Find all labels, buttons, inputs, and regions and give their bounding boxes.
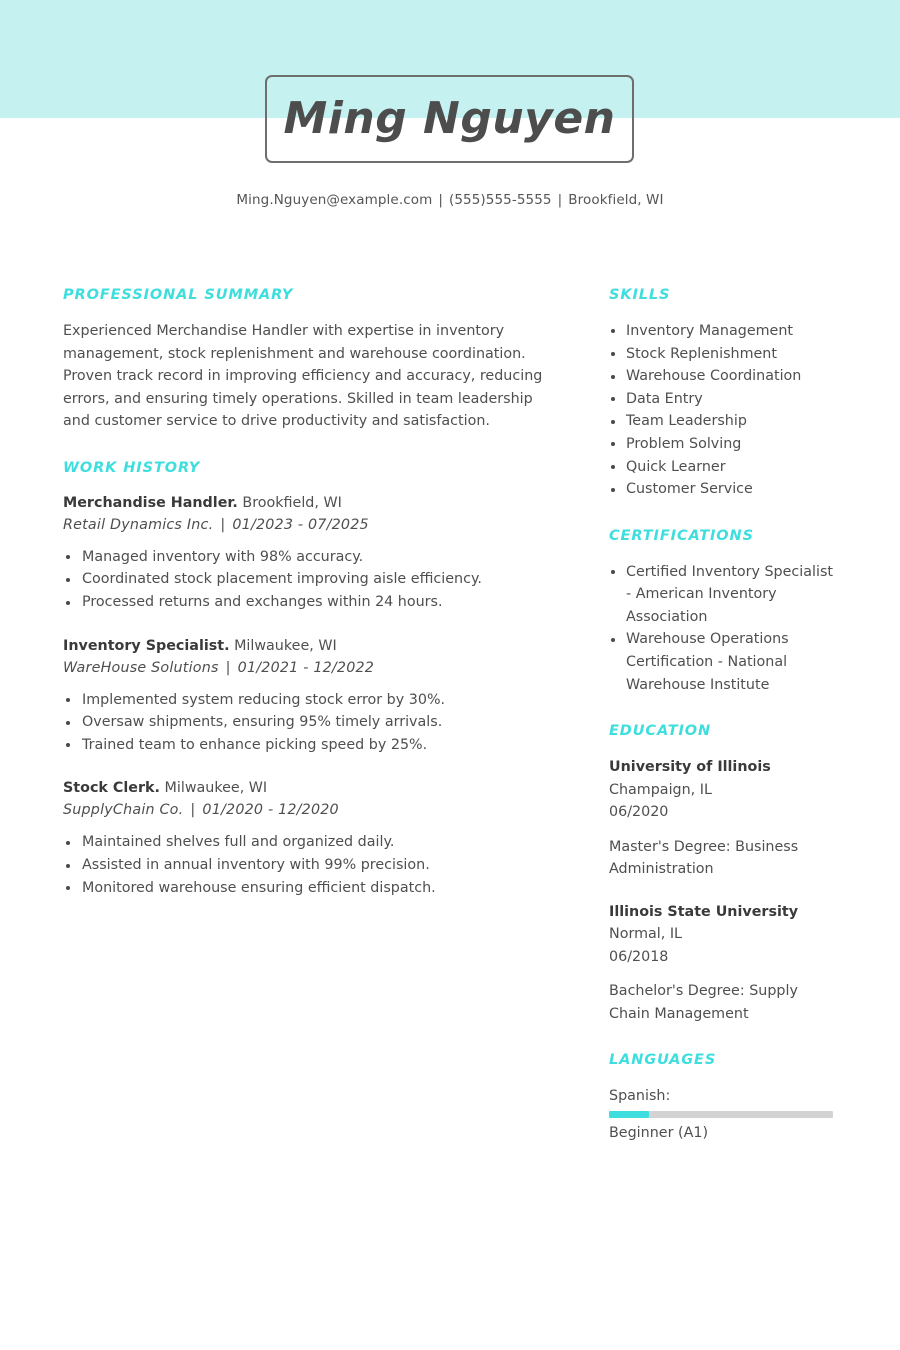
section-title-certifications: CERTIFICATIONS bbox=[609, 527, 754, 544]
list-item: Warehouse Operations Certification - National Warehouse Institute bbox=[609, 628, 841, 696]
job-company: SupplyChain Co. bbox=[63, 802, 184, 819]
skills-list bbox=[609, 320, 841, 501]
list-item: Customer Service bbox=[609, 478, 841, 501]
section-work-history bbox=[63, 461, 555, 899]
contact-separator-2: | bbox=[557, 192, 563, 208]
education-location: Normal, IL bbox=[609, 926, 682, 943]
job-heading bbox=[63, 493, 555, 514]
section-skills bbox=[609, 288, 841, 501]
work-history-entry bbox=[63, 493, 555, 614]
education-date: 06/2018 bbox=[609, 948, 669, 965]
section-title-work-history: WORK HISTORY bbox=[63, 459, 201, 476]
language-proficiency-fill bbox=[609, 1111, 649, 1118]
education-school: Illinois State University bbox=[609, 903, 799, 920]
section-education bbox=[609, 724, 841, 1025]
education-location: Champaign, IL bbox=[609, 781, 712, 798]
list-item: Monitored warehouse ensuring efficient dispatch. bbox=[63, 877, 555, 900]
language-name: Spanish: bbox=[609, 1088, 671, 1105]
job-dates: 01/2020 - 12/2020 bbox=[202, 802, 339, 819]
list-item: Assisted in annual inventory with 99% precision. bbox=[63, 854, 555, 877]
contact-location: Brookfield, WI bbox=[568, 192, 664, 208]
job-title: Inventory Specialist. bbox=[63, 637, 230, 654]
job-company: Retail Dynamics Inc. bbox=[63, 516, 214, 533]
job-location: Brookfield, WI bbox=[242, 494, 342, 511]
list-item: Processed returns and exchanges within 24 hours. bbox=[63, 591, 555, 614]
list-item: Team Leadership bbox=[609, 410, 841, 433]
job-dates: 01/2021 - 12/2022 bbox=[237, 659, 375, 676]
language-proficiency-bar bbox=[609, 1111, 833, 1118]
list-item: Quick Learner bbox=[609, 456, 841, 479]
job-heading bbox=[63, 636, 555, 657]
job-company: WareHouse Solutions bbox=[63, 659, 219, 676]
education-entry bbox=[609, 756, 841, 881]
section-title-education: EDUCATION bbox=[609, 723, 712, 740]
job-meta bbox=[63, 514, 555, 536]
section-languages bbox=[609, 1053, 841, 1144]
list-item: Maintained shelves full and organized daily. bbox=[63, 831, 555, 854]
job-location: Milwaukee, WI bbox=[164, 780, 268, 797]
section-title-skills: SKILLS bbox=[609, 287, 671, 303]
list-item: Coordinated stock placement improving aisle efficiency. bbox=[63, 568, 555, 591]
list-item: Trained team to enhance picking speed by 25%. bbox=[63, 734, 555, 757]
list-item: Stock Replenishment bbox=[609, 343, 841, 366]
education-degree: Bachelor's Degree: Supply Chain Management bbox=[609, 983, 798, 1022]
education-entry bbox=[609, 901, 841, 1026]
section-title-professional-summary: PROFESSIONAL SUMMARY bbox=[63, 287, 294, 303]
section-title-languages: LANGUAGES bbox=[609, 1052, 717, 1069]
job-meta-separator: | bbox=[190, 802, 196, 819]
job-bullets bbox=[63, 689, 555, 757]
job-heading bbox=[63, 778, 555, 799]
job-title: Stock Clerk. bbox=[63, 780, 160, 797]
page-title: Ming Nguyen bbox=[283, 93, 616, 144]
left-column bbox=[63, 288, 555, 899]
job-bullets bbox=[63, 546, 555, 614]
job-dates: 01/2023 - 07/2025 bbox=[232, 516, 369, 533]
list-item: Warehouse Coordination bbox=[609, 365, 841, 388]
job-meta-separator: | bbox=[225, 659, 231, 676]
list-item: Problem Solving bbox=[609, 433, 841, 456]
certifications-list bbox=[609, 561, 841, 697]
list-item: Oversaw shipments, ensuring 95% timely arrivals. bbox=[63, 711, 555, 734]
list-item: Certified Inventory Specialist - American Inventory Association bbox=[609, 561, 841, 629]
education-date: 06/2020 bbox=[609, 804, 669, 821]
job-location: Milwaukee, WI bbox=[234, 637, 337, 654]
contact-email: Ming.Nguyen@example.com bbox=[236, 192, 433, 208]
section-certifications bbox=[609, 529, 841, 697]
language-entry bbox=[609, 1085, 841, 1144]
name-box bbox=[265, 75, 634, 163]
job-meta-separator: | bbox=[220, 516, 226, 533]
education-degree: Master's Degree: Business Administration bbox=[609, 838, 799, 878]
job-title: Merchandise Handler. bbox=[63, 494, 238, 511]
education-school: University of Illinois bbox=[609, 759, 771, 776]
professional-summary-text: Experienced Merchandise Handler with expertise in inventory management, stock replenishment and warehouse coordination. Proven track record in improving efficiency and accuracy, reducing errors, and ensuring timely operations. Skilled in team leadership and customer service to drive productivity and satisfaction. bbox=[63, 322, 543, 430]
job-meta bbox=[63, 657, 555, 679]
list-item: Managed inventory with 98% accuracy. bbox=[63, 546, 555, 569]
list-item: Inventory Management bbox=[609, 320, 841, 343]
language-level: Beginner (A1) bbox=[609, 1125, 709, 1142]
work-history-entry bbox=[63, 636, 555, 757]
contact-line bbox=[0, 192, 900, 208]
right-column bbox=[609, 288, 841, 1144]
section-professional-summary bbox=[63, 288, 555, 433]
list-item: Implemented system reducing stock error by 30%. bbox=[63, 689, 555, 712]
list-item: Data Entry bbox=[609, 388, 841, 411]
contact-separator-1: | bbox=[438, 192, 443, 208]
job-meta bbox=[63, 799, 555, 821]
contact-phone: (555)555-5555 bbox=[449, 192, 552, 208]
work-history-entry bbox=[63, 778, 555, 899]
job-bullets bbox=[63, 831, 555, 899]
